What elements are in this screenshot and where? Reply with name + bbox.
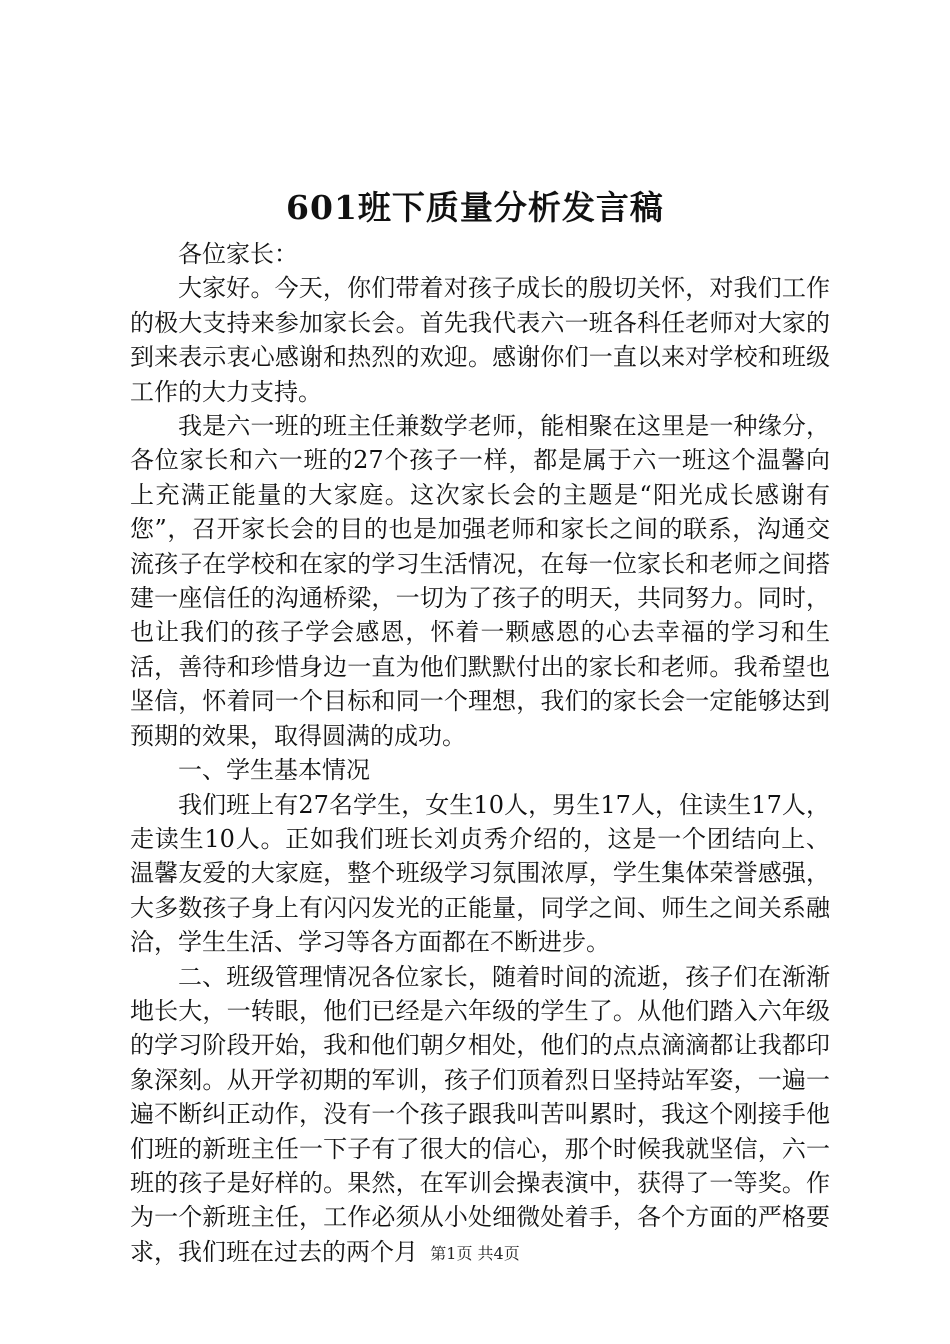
section-heading: 一、学生基本情况 <box>178 756 370 785</box>
body-paragraph: 二、班级管理情况各位家长，随着时间的流逝，孩子们在渐渐地长大，一转眼，他们已经是六年级的学生了。从他们踏入六年级的学习阶段开始，我和他们朝夕相处，他们的点点滴滴都让我都印象深刻。从开学初期的军训，孩子们顶着烈日坚持站军姿，一遍一遍不断纠正动作，没有一个孩子跟我叫苦叫累时，我这个刚接手他们班的新班主任一下子有了很大的信心，那个时候我就坚信，六一班的孩子是好样的。果然，在军训会操表演中，获得了一等奖。作为一个新班主任，工作必须从小处细微处着手，各个方面的严格要求，我们班在过去的两个月 <box>130 962 830 1266</box>
salutation-paragraph: 各位家长： <box>178 240 298 268</box>
body-paragraph: 大家好。今天，你们带着对孩子成长的殷切关怀，对我们工作的极大支持来参加家长会。首先我代表六一班各科任老师对大家的到来表示衷心感谢和热烈的欢迎。感谢你们一直以来对学校和班级工作的大力支持。 <box>130 274 830 406</box>
body-paragraph: 我们班上有27名学生，女生10人，男生17人，住读生17人，走读生10人。正如我们班长刘贞秀介绍的，这是一个团结向上、温馨友爱的大家庭，整个班级学习氛围浓厚，学生集体荣誉感强，大多数孩子身上有闪闪发光的正能量，同学之间、师生之间关系融洽，学生生活、学习等各方面都在不断进步。 <box>130 790 830 957</box>
page-footer: 第1页 共4页 <box>430 1244 520 1263</box>
document-title: 601班下质量分析发言稿 <box>286 188 664 227</box>
body-paragraph: 我是六一班的班主任兼数学老师，能相聚在这里是一种缘分，各位家长和六一班的27个孩子一样，都是属于六一班这个温馨向上充满正能量的大家庭。这次家长会的主题是“阳光成长感谢有您”，召开家长会的目的也是加强老师和家长之间的联系，沟通交流孩子在学校和在家的学习生活情况，在每一位家长和老师之间搭建一座信任的沟通桥梁，一切为了孩子的明天，共同努力。同时，也让我们的孩子学会感恩，怀着一颗感恩的心去幸福的学习和生活，善待和珍惜身边一直为他们默默付出的家长和老师。我希望也坚信，怀着同一个目标和同一个理想，我们的家长会一定能够达到预期的效果，取得圆满的成功。 <box>130 412 830 750</box>
document-body <box>130 237 830 1269</box>
